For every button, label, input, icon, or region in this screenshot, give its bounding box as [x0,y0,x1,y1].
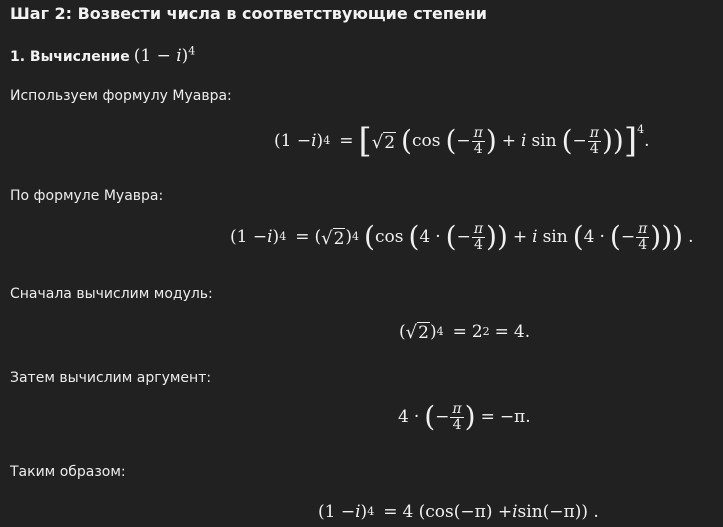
subheading [10,46,195,66]
equation-3: ( √ 2 ) 4 = 2 2 = 4. [399,321,531,343]
fraction-pi-over-4: $\frac{\pi}{4}$ [473,124,483,157]
fraction-pi-over-4: $\frac{\pi}{4}$ [452,401,462,433]
equation-5: (1 − i ) 4 = 4 (cos(−π) + i sin(−π)) . [318,502,599,522]
sqrt-2: √ 2 [405,322,429,343]
paragraph-4: Затем вычислим аргумент: [10,370,212,386]
sqrt-2: √ 2 [321,227,345,249]
equation-2: (1 − i ) 4 = ( √ 2 ) 4 ( cos ( 4 · ( − $\frac{\pi}{4}$ ) ) + i sin ( 4 · ( − $\frac{\pi}{4}$ ) ) ) . [230,220,694,254]
paragraph-2: По формуле Муавра: [10,188,164,204]
subheading-expression: $(1 - i)^4$ [133,44,196,66]
fraction-pi-over-4: $\frac{\pi}{4}$ [589,124,599,157]
step-heading: Шаг 2: Возвести числа в соответствующие степени [10,4,488,23]
paragraph-1: Используем формулу Муавра: [10,88,232,104]
fraction-pi-over-4: $\frac{\pi}{4}$ [473,221,484,253]
subheading-label: 1. Вычисление [10,49,130,65]
fraction-pi-over-4: $\frac{\pi}{4}$ [638,221,648,253]
paragraph-5: Таким образом: [10,464,126,480]
paragraph-3: Сначала вычислим модуль: [10,286,213,302]
equation-4: 4 · ( − $\frac{\pi}{4}$ ) = −π. [398,400,531,434]
sqrt-2: √ 2 [371,131,396,153]
equation-1: (1 − i ) 4 = [ √ 2 ( cos ( − $\frac{\pi}{4}$ ) + i sin ( − $\frac{\pi}{4}$ ) ) ] 4 . [274,121,650,161]
